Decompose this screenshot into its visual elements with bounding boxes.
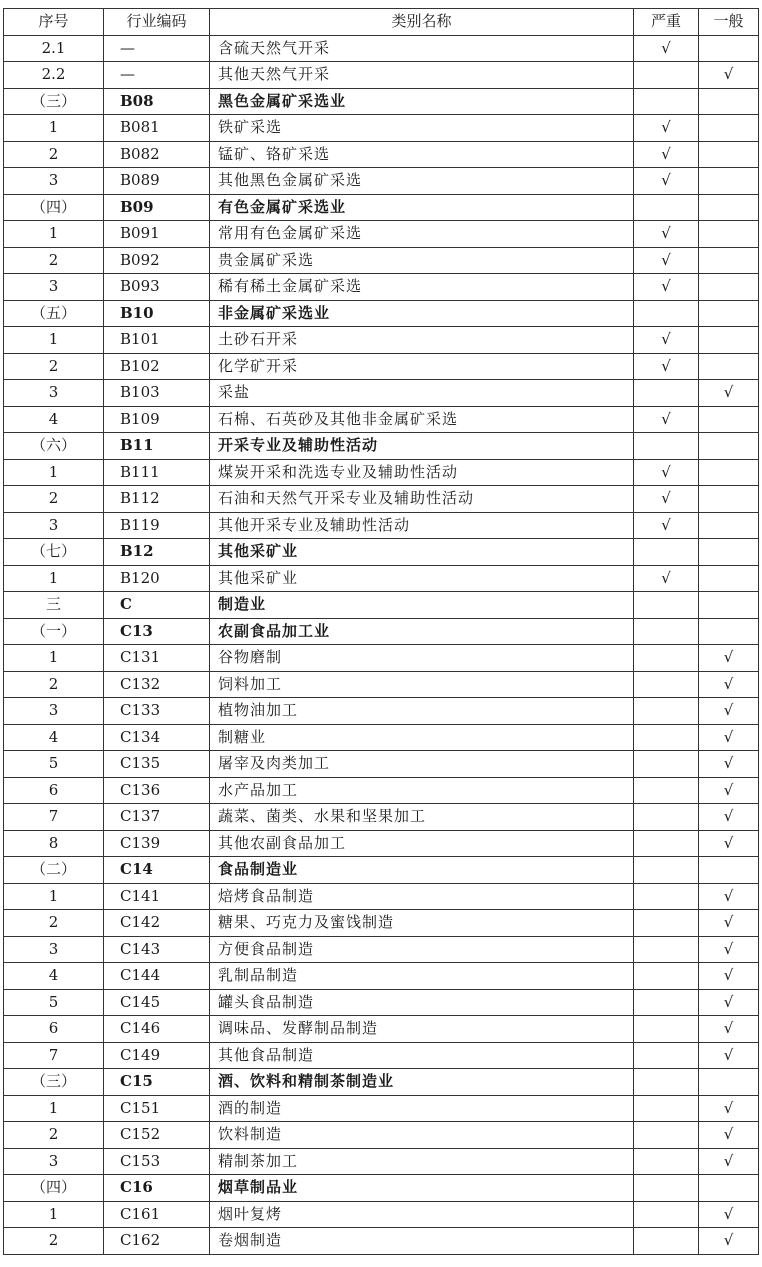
- severe-mark-cell: [634, 380, 699, 407]
- general-mark-cell: [699, 433, 759, 460]
- industry-classification-table: [3, 8, 759, 1255]
- general-mark-cell: √: [699, 380, 759, 407]
- severe-mark-cell: [634, 830, 699, 857]
- seq-cell: 2: [4, 910, 104, 937]
- table-row: [4, 830, 759, 857]
- severe-mark-cell: √: [634, 247, 699, 274]
- severe-mark-cell: √: [634, 274, 699, 301]
- general-mark-cell: √: [699, 724, 759, 751]
- seq-cell: 2: [4, 1228, 104, 1255]
- seq-cell: 3: [4, 380, 104, 407]
- category-row: [4, 300, 759, 327]
- industry-code-cell: C152: [104, 1122, 210, 1149]
- table-row: [4, 777, 759, 804]
- industry-code-cell: B120: [104, 565, 210, 592]
- seq-cell: 1: [4, 565, 104, 592]
- category-name-cell: 乳制品制造: [210, 963, 634, 990]
- severe-mark-cell: [634, 1175, 699, 1202]
- severe-mark-cell: [634, 645, 699, 672]
- general-mark-cell: √: [699, 645, 759, 672]
- general-mark-cell: √: [699, 910, 759, 937]
- industry-code-cell: B119: [104, 512, 210, 539]
- severe-mark-cell: [634, 1228, 699, 1255]
- industry-code-cell: C145: [104, 989, 210, 1016]
- category-row: [4, 618, 759, 645]
- table-row: [4, 327, 759, 354]
- severe-mark-cell: [634, 62, 699, 89]
- severe-mark-cell: [634, 751, 699, 778]
- general-mark-cell: √: [699, 62, 759, 89]
- seq-cell: （四）: [4, 1175, 104, 1202]
- severe-mark-cell: √: [634, 221, 699, 248]
- severe-mark-cell: √: [634, 115, 699, 142]
- general-mark-cell: √: [699, 1228, 759, 1255]
- category-name-cell: 其他天然气开采: [210, 62, 634, 89]
- seq-cell: 2: [4, 486, 104, 513]
- category-name-cell: 卷烟制造: [210, 1228, 634, 1255]
- seq-cell: 3: [4, 512, 104, 539]
- table-row: [4, 274, 759, 301]
- industry-code-cell: B081: [104, 115, 210, 142]
- header-code: 行业编码: [104, 9, 210, 36]
- industry-code-cell: C: [104, 592, 210, 619]
- category-row: [4, 194, 759, 221]
- table-row: [4, 804, 759, 831]
- general-mark-cell: [699, 168, 759, 195]
- severe-mark-cell: √: [634, 512, 699, 539]
- severe-mark-cell: [634, 1201, 699, 1228]
- industry-code-cell: C133: [104, 698, 210, 725]
- category-name-cell: 酒的制造: [210, 1095, 634, 1122]
- category-name-cell: 水产品加工: [210, 777, 634, 804]
- seq-cell: 三: [4, 592, 104, 619]
- category-name-cell: 其他农副食品加工: [210, 830, 634, 857]
- severe-mark-cell: [634, 1069, 699, 1096]
- category-name-cell: 制糖业: [210, 724, 634, 751]
- industry-code-cell: B109: [104, 406, 210, 433]
- severe-mark-cell: [634, 433, 699, 460]
- category-name-cell: 石油和天然气开采专业及辅助性活动: [210, 486, 634, 513]
- header-seq: 序号: [4, 9, 104, 36]
- category-name-cell: 采盐: [210, 380, 634, 407]
- category-name-cell: 其他采矿业: [210, 539, 634, 566]
- category-name-cell: 土砂石开采: [210, 327, 634, 354]
- category-name-cell: 调味品、发酵制品制造: [210, 1016, 634, 1043]
- industry-code-cell: C16: [104, 1175, 210, 1202]
- severe-mark-cell: √: [634, 486, 699, 513]
- category-name-cell: 含硫天然气开采: [210, 35, 634, 62]
- severe-mark-cell: [634, 671, 699, 698]
- seq-cell: （五）: [4, 300, 104, 327]
- category-row: [4, 539, 759, 566]
- general-mark-cell: √: [699, 989, 759, 1016]
- seq-cell: 3: [4, 168, 104, 195]
- industry-code-cell: B12: [104, 539, 210, 566]
- category-name-cell: 非金属矿采选业: [210, 300, 634, 327]
- industry-code-cell: B089: [104, 168, 210, 195]
- severe-mark-cell: [634, 1042, 699, 1069]
- general-mark-cell: [699, 35, 759, 62]
- category-name-cell: 稀有稀土金属矿采选: [210, 274, 634, 301]
- industry-code-cell: C132: [104, 671, 210, 698]
- category-name-cell: 铁矿采选: [210, 115, 634, 142]
- industry-code-cell: B111: [104, 459, 210, 486]
- severe-mark-cell: [634, 989, 699, 1016]
- seq-cell: 2: [4, 1122, 104, 1149]
- table-row: [4, 963, 759, 990]
- industry-code-cell: C135: [104, 751, 210, 778]
- severe-mark-cell: [634, 300, 699, 327]
- general-mark-cell: √: [699, 830, 759, 857]
- industry-code-cell: B11: [104, 433, 210, 460]
- category-name-cell: 焙烤食品制造: [210, 883, 634, 910]
- category-name-cell: 黑色金属矿采选业: [210, 88, 634, 115]
- category-name-cell: 精制茶加工: [210, 1148, 634, 1175]
- table-row: [4, 645, 759, 672]
- industry-code-cell: C149: [104, 1042, 210, 1069]
- category-name-cell: 酒、饮料和精制茶制造业: [210, 1069, 634, 1096]
- severe-mark-cell: √: [634, 459, 699, 486]
- general-mark-cell: [699, 486, 759, 513]
- table-body: [4, 35, 759, 1254]
- table-row: [4, 724, 759, 751]
- seq-cell: 1: [4, 1095, 104, 1122]
- severe-mark-cell: [634, 724, 699, 751]
- industry-code-cell: C134: [104, 724, 210, 751]
- industry-code-cell: C161: [104, 1201, 210, 1228]
- industry-code-cell: C142: [104, 910, 210, 937]
- category-name-cell: 煤炭开采和洗选专业及辅助性活动: [210, 459, 634, 486]
- industry-code-cell: C131: [104, 645, 210, 672]
- industry-code-cell: B082: [104, 141, 210, 168]
- general-mark-cell: [699, 565, 759, 592]
- category-row: [4, 1175, 759, 1202]
- severe-mark-cell: √: [634, 327, 699, 354]
- seq-cell: （七）: [4, 539, 104, 566]
- general-mark-cell: √: [699, 1201, 759, 1228]
- general-mark-cell: [699, 539, 759, 566]
- seq-cell: （二）: [4, 857, 104, 884]
- general-mark-cell: [699, 406, 759, 433]
- category-row: [4, 1069, 759, 1096]
- general-mark-cell: √: [699, 671, 759, 698]
- header-name: 类别名称: [210, 9, 634, 36]
- industry-code-cell: B101: [104, 327, 210, 354]
- category-name-cell: 开采专业及辅助性活动: [210, 433, 634, 460]
- category-name-cell: 常用有色金属矿采选: [210, 221, 634, 248]
- table-row: [4, 486, 759, 513]
- seq-cell: 4: [4, 406, 104, 433]
- category-name-cell: 食品制造业: [210, 857, 634, 884]
- severe-mark-cell: [634, 936, 699, 963]
- seq-cell: （四）: [4, 194, 104, 221]
- table-row: [4, 565, 759, 592]
- category-row: [4, 88, 759, 115]
- category-name-cell: 其他黑色金属矿采选: [210, 168, 634, 195]
- severe-mark-cell: [634, 777, 699, 804]
- table-row: [4, 512, 759, 539]
- general-mark-cell: [699, 353, 759, 380]
- general-mark-cell: [699, 221, 759, 248]
- header-general: 一般: [699, 9, 759, 36]
- category-row: [4, 857, 759, 884]
- table-row: [4, 141, 759, 168]
- table-row: [4, 671, 759, 698]
- category-name-cell: 制造业: [210, 592, 634, 619]
- table-row: [4, 168, 759, 195]
- seq-cell: 7: [4, 804, 104, 831]
- category-name-cell: 方便食品制造: [210, 936, 634, 963]
- general-mark-cell: [699, 1175, 759, 1202]
- seq-cell: 1: [4, 1201, 104, 1228]
- table-row: [4, 698, 759, 725]
- general-mark-cell: √: [699, 804, 759, 831]
- severe-mark-cell: √: [634, 168, 699, 195]
- general-mark-cell: √: [699, 1042, 759, 1069]
- seq-cell: 5: [4, 989, 104, 1016]
- category-name-cell: 贵金属矿采选: [210, 247, 634, 274]
- table-header-row: [4, 9, 759, 36]
- severe-mark-cell: [634, 194, 699, 221]
- header-severe: 严重: [634, 9, 699, 36]
- general-mark-cell: √: [699, 1122, 759, 1149]
- table-row: [4, 910, 759, 937]
- category-name-cell: 罐头食品制造: [210, 989, 634, 1016]
- category-name-cell: 谷物磨制: [210, 645, 634, 672]
- industry-code-cell: C136: [104, 777, 210, 804]
- table-row: [4, 1042, 759, 1069]
- seq-cell: 2: [4, 353, 104, 380]
- seq-cell: 2: [4, 141, 104, 168]
- general-mark-cell: [699, 459, 759, 486]
- industry-code-cell: C143: [104, 936, 210, 963]
- seq-cell: 1: [4, 883, 104, 910]
- industry-code-cell: C162: [104, 1228, 210, 1255]
- category-name-cell: 其他采矿业: [210, 565, 634, 592]
- general-mark-cell: [699, 300, 759, 327]
- general-mark-cell: √: [699, 777, 759, 804]
- category-row: [4, 592, 759, 619]
- industry-code-cell: C14: [104, 857, 210, 884]
- category-name-cell: 饲料加工: [210, 671, 634, 698]
- severe-mark-cell: √: [634, 565, 699, 592]
- industry-code-cell: C137: [104, 804, 210, 831]
- table-row: [4, 1016, 759, 1043]
- general-mark-cell: [699, 115, 759, 142]
- industry-code-cell: C139: [104, 830, 210, 857]
- general-mark-cell: √: [699, 1095, 759, 1122]
- table-row: [4, 989, 759, 1016]
- severe-mark-cell: [634, 804, 699, 831]
- seq-cell: 6: [4, 777, 104, 804]
- seq-cell: 1: [4, 221, 104, 248]
- industry-code-cell: B10: [104, 300, 210, 327]
- industry-code-cell: C141: [104, 883, 210, 910]
- industry-code-cell: C151: [104, 1095, 210, 1122]
- category-name-cell: 石棉、石英砂及其他非金属矿采选: [210, 406, 634, 433]
- seq-cell: 6: [4, 1016, 104, 1043]
- industry-code-cell: C144: [104, 963, 210, 990]
- industry-code-cell: B091: [104, 221, 210, 248]
- severe-mark-cell: [634, 698, 699, 725]
- category-name-cell: 糖果、巧克力及蜜饯制造: [210, 910, 634, 937]
- seq-cell: 5: [4, 751, 104, 778]
- seq-cell: 1: [4, 115, 104, 142]
- severe-mark-cell: [634, 857, 699, 884]
- general-mark-cell: [699, 88, 759, 115]
- seq-cell: 1: [4, 459, 104, 486]
- table-row: [4, 115, 759, 142]
- category-name-cell: 屠宰及肉类加工: [210, 751, 634, 778]
- seq-cell: 2: [4, 671, 104, 698]
- general-mark-cell: √: [699, 1016, 759, 1043]
- seq-cell: （三）: [4, 88, 104, 115]
- general-mark-cell: √: [699, 883, 759, 910]
- table-row: [4, 1148, 759, 1175]
- table-row: [4, 1122, 759, 1149]
- table-row: [4, 353, 759, 380]
- industry-code-cell: C15: [104, 1069, 210, 1096]
- general-mark-cell: [699, 857, 759, 884]
- table-row: [4, 751, 759, 778]
- severe-mark-cell: [634, 592, 699, 619]
- severe-mark-cell: [634, 539, 699, 566]
- category-name-cell: 化学矿开采: [210, 353, 634, 380]
- table-row: [4, 62, 759, 89]
- severe-mark-cell: √: [634, 141, 699, 168]
- general-mark-cell: [699, 618, 759, 645]
- severe-mark-cell: √: [634, 353, 699, 380]
- table-row: [4, 35, 759, 62]
- general-mark-cell: [699, 1069, 759, 1096]
- general-mark-cell: √: [699, 1148, 759, 1175]
- industry-code-cell: C146: [104, 1016, 210, 1043]
- seq-cell: 3: [4, 274, 104, 301]
- severe-mark-cell: [634, 1122, 699, 1149]
- industry-code-cell: B09: [104, 194, 210, 221]
- severe-mark-cell: [634, 88, 699, 115]
- category-name-cell: 农副食品加工业: [210, 618, 634, 645]
- industry-code-cell: B103: [104, 380, 210, 407]
- table-row: [4, 380, 759, 407]
- seq-cell: （六）: [4, 433, 104, 460]
- seq-cell: 4: [4, 963, 104, 990]
- category-name-cell: 其他食品制造: [210, 1042, 634, 1069]
- general-mark-cell: √: [699, 936, 759, 963]
- seq-cell: （一）: [4, 618, 104, 645]
- seq-cell: 2.1: [4, 35, 104, 62]
- category-name-cell: 锰矿、铬矿采选: [210, 141, 634, 168]
- general-mark-cell: [699, 592, 759, 619]
- general-mark-cell: √: [699, 751, 759, 778]
- industry-code-cell: B112: [104, 486, 210, 513]
- general-mark-cell: [699, 141, 759, 168]
- industry-code-cell: C153: [104, 1148, 210, 1175]
- seq-cell: 1: [4, 645, 104, 672]
- table-row: [4, 459, 759, 486]
- severe-mark-cell: √: [634, 406, 699, 433]
- general-mark-cell: [699, 512, 759, 539]
- general-mark-cell: [699, 274, 759, 301]
- industry-code-cell: —: [104, 62, 210, 89]
- category-name-cell: 植物油加工: [210, 698, 634, 725]
- industry-code-cell: B08: [104, 88, 210, 115]
- general-mark-cell: [699, 247, 759, 274]
- category-row: [4, 433, 759, 460]
- table-row: [4, 247, 759, 274]
- table-row: [4, 1201, 759, 1228]
- category-name-cell: 饮料制造: [210, 1122, 634, 1149]
- industry-code-cell: —: [104, 35, 210, 62]
- severe-mark-cell: [634, 618, 699, 645]
- table-row: [4, 406, 759, 433]
- category-name-cell: 烟叶复烤: [210, 1201, 634, 1228]
- industry-code-cell: B092: [104, 247, 210, 274]
- industry-code-cell: B093: [104, 274, 210, 301]
- seq-cell: 2: [4, 247, 104, 274]
- seq-cell: 7: [4, 1042, 104, 1069]
- severe-mark-cell: [634, 883, 699, 910]
- seq-cell: 3: [4, 1148, 104, 1175]
- general-mark-cell: [699, 194, 759, 221]
- category-name-cell: 有色金属矿采选业: [210, 194, 634, 221]
- severe-mark-cell: [634, 963, 699, 990]
- general-mark-cell: √: [699, 698, 759, 725]
- severe-mark-cell: [634, 1095, 699, 1122]
- seq-cell: 3: [4, 698, 104, 725]
- general-mark-cell: [699, 327, 759, 354]
- general-mark-cell: √: [699, 963, 759, 990]
- seq-cell: 8: [4, 830, 104, 857]
- severe-mark-cell: [634, 910, 699, 937]
- category-name-cell: 烟草制品业: [210, 1175, 634, 1202]
- industry-code-cell: B102: [104, 353, 210, 380]
- category-name-cell: 蔬菜、菌类、水果和坚果加工: [210, 804, 634, 831]
- seq-cell: 4: [4, 724, 104, 751]
- table-row: [4, 1228, 759, 1255]
- seq-cell: 3: [4, 936, 104, 963]
- seq-cell: 1: [4, 327, 104, 354]
- seq-cell: 2.2: [4, 62, 104, 89]
- table-row: [4, 221, 759, 248]
- table-row: [4, 1095, 759, 1122]
- severe-mark-cell: [634, 1148, 699, 1175]
- severe-mark-cell: √: [634, 35, 699, 62]
- seq-cell: （三）: [4, 1069, 104, 1096]
- severe-mark-cell: [634, 1016, 699, 1043]
- table-row: [4, 883, 759, 910]
- industry-code-cell: C13: [104, 618, 210, 645]
- category-name-cell: 其他开采专业及辅助性活动: [210, 512, 634, 539]
- table-row: [4, 936, 759, 963]
